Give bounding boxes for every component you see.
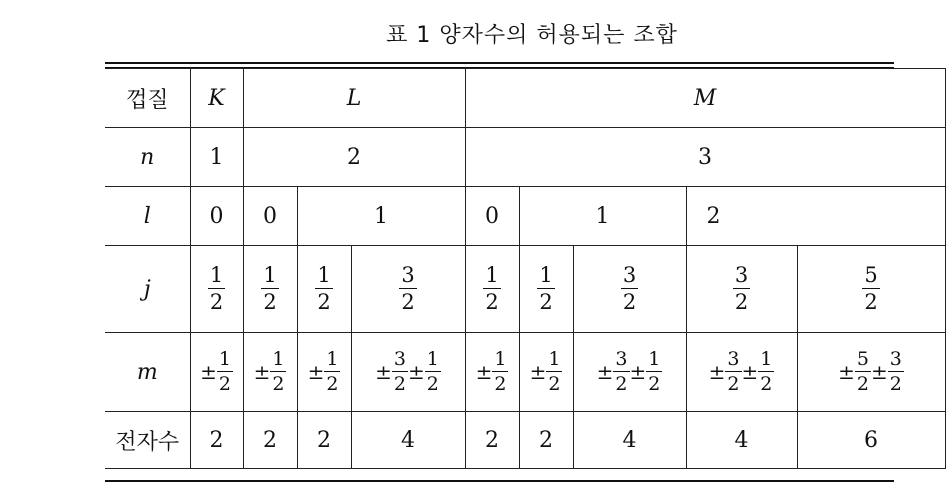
fraction: [855, 350, 871, 394]
n-label: n: [105, 128, 190, 187]
plus-minus-sign: ±: [871, 360, 888, 384]
fraction-numerator: 1: [548, 348, 561, 370]
fraction: [862, 265, 879, 313]
shell-k: K: [190, 69, 243, 128]
fraction-denominator: 2: [317, 290, 331, 314]
m-label: m: [105, 333, 190, 412]
fraction: [646, 350, 662, 394]
l-row: [105, 187, 945, 246]
plus-minus-sign: ±: [375, 360, 392, 384]
fraction-numerator: 1: [426, 348, 439, 370]
fraction-denominator: 2: [734, 290, 749, 314]
fraction-numerator: 1: [209, 263, 224, 287]
fraction-denominator: 2: [548, 373, 561, 395]
fraction: [217, 350, 233, 394]
l-value: 0: [465, 187, 519, 246]
plus-minus-sign: ±: [529, 360, 547, 384]
j-value: [519, 246, 573, 333]
m-row: [105, 333, 945, 412]
plus-minus-sign: ±: [741, 360, 759, 384]
fraction-numerator: 3: [889, 348, 902, 370]
bottom-rule: [105, 480, 894, 482]
fraction-denominator: 2: [263, 290, 277, 314]
l-value: 2: [686, 187, 945, 246]
fraction: [888, 350, 904, 394]
fraction-denominator: 2: [615, 373, 628, 395]
m-value: [686, 333, 797, 412]
fraction-denominator: 2: [648, 373, 661, 395]
m-value: [519, 333, 573, 412]
electron-count: 4: [351, 412, 465, 469]
fraction: [270, 350, 286, 394]
fraction: [208, 265, 225, 313]
fraction-numerator: 3: [734, 263, 749, 287]
plus-minus-sign: ±: [708, 360, 726, 384]
fraction-numerator: 1: [272, 348, 285, 370]
n-k: 1: [190, 128, 243, 187]
fraction: [621, 265, 638, 313]
fraction: [613, 350, 629, 394]
quantum-number-table: [105, 68, 946, 469]
m-value: [243, 333, 297, 412]
electron-count: 6: [797, 412, 945, 469]
l-value: 1: [519, 187, 686, 246]
fraction-numerator: 5: [864, 263, 878, 287]
fraction-denominator: 2: [539, 290, 553, 314]
j-value: [573, 246, 686, 333]
n-m: 3: [465, 128, 945, 187]
l-label: l: [105, 187, 190, 246]
electron-count-label: 전자수: [105, 412, 190, 469]
plus-minus-sign: ±: [200, 360, 217, 384]
fraction: [492, 350, 508, 394]
n-l: 2: [243, 128, 465, 187]
electron-count: 2: [190, 412, 243, 469]
shell-m: M: [465, 69, 945, 128]
fraction-denominator: 2: [401, 290, 415, 314]
fraction-numerator: 1: [326, 348, 339, 370]
plus-minus-sign: ±: [596, 360, 614, 384]
fraction-numerator: 1: [317, 263, 331, 287]
fraction: [483, 265, 500, 313]
electron-count: 2: [243, 412, 297, 469]
fraction-numerator: 5: [856, 348, 869, 370]
fraction: [399, 265, 416, 313]
electron-count: 2: [297, 412, 351, 469]
fraction: [725, 350, 741, 394]
fraction: [758, 350, 774, 394]
electron-count: 2: [519, 412, 573, 469]
j-value: [686, 246, 797, 333]
j-value: [297, 246, 351, 333]
fraction: [315, 265, 332, 313]
shell-l: L: [243, 69, 465, 128]
j-value: [465, 246, 519, 333]
fraction-denominator: 2: [272, 373, 285, 395]
m-value: [797, 333, 945, 412]
l-value: 0: [190, 187, 243, 246]
fraction-denominator: 2: [622, 290, 637, 314]
electron-count: 2: [465, 412, 519, 469]
fraction-denominator: 2: [889, 373, 902, 395]
plus-minus-sign: ±: [838, 360, 855, 384]
n-row: [105, 128, 945, 187]
electron-count: 4: [686, 412, 797, 469]
electron-count: 4: [573, 412, 686, 469]
j-row: [105, 246, 945, 333]
fraction-denominator: 2: [218, 373, 231, 395]
plus-minus-sign: ±: [408, 360, 425, 384]
plus-minus-sign: ±: [253, 360, 271, 384]
top-double-rule-upper: [105, 62, 894, 64]
fraction: [733, 265, 750, 313]
fraction: [546, 350, 562, 394]
fraction-numerator: 3: [622, 263, 637, 287]
fraction-denominator: 2: [209, 290, 224, 314]
fraction-numerator: 1: [494, 348, 507, 370]
fraction-denominator: 2: [494, 373, 507, 395]
fraction-numerator: 1: [218, 348, 231, 370]
fraction-numerator: 1: [648, 348, 661, 370]
l-value: 1: [297, 187, 465, 246]
j-value: [797, 246, 945, 333]
j-value: [190, 246, 243, 333]
l-value: 0: [243, 187, 297, 246]
fraction-numerator: 3: [393, 348, 406, 370]
m-value: [351, 333, 465, 412]
fraction: [537, 265, 554, 313]
fraction-numerator: 1: [485, 263, 499, 287]
j-value: [351, 246, 465, 333]
fraction-numerator: 1: [263, 263, 277, 287]
fraction-denominator: 2: [864, 290, 878, 314]
fraction-denominator: 2: [856, 373, 869, 395]
fraction-denominator: 2: [326, 373, 339, 395]
m-value: [190, 333, 243, 412]
electron-count-row: [105, 412, 945, 469]
fraction: [392, 350, 408, 394]
m-value: [297, 333, 351, 412]
j-label: j: [105, 246, 190, 333]
fraction-numerator: 1: [539, 263, 553, 287]
fraction-denominator: 2: [727, 373, 740, 395]
fraction-denominator: 2: [426, 373, 439, 395]
fraction: [261, 265, 278, 313]
fraction-denominator: 2: [760, 373, 773, 395]
fraction: [425, 350, 441, 394]
m-value: [465, 333, 519, 412]
fraction-numerator: 3: [401, 263, 415, 287]
plus-minus-sign: ±: [475, 360, 493, 384]
fraction-numerator: 3: [615, 348, 628, 370]
shell-label: 껍질: [105, 69, 190, 128]
fraction-numerator: 1: [760, 348, 773, 370]
table-caption: 표 1 양자수의 허용되는 조합: [386, 23, 678, 48]
plus-minus-sign: ±: [629, 360, 647, 384]
fraction-denominator: 2: [393, 373, 406, 395]
fraction-denominator: 2: [485, 290, 499, 314]
fraction: [324, 350, 340, 394]
shell-row: [105, 69, 945, 128]
fraction-numerator: 3: [727, 348, 740, 370]
plus-minus-sign: ±: [307, 360, 325, 384]
j-value: [243, 246, 297, 333]
m-value: [573, 333, 686, 412]
